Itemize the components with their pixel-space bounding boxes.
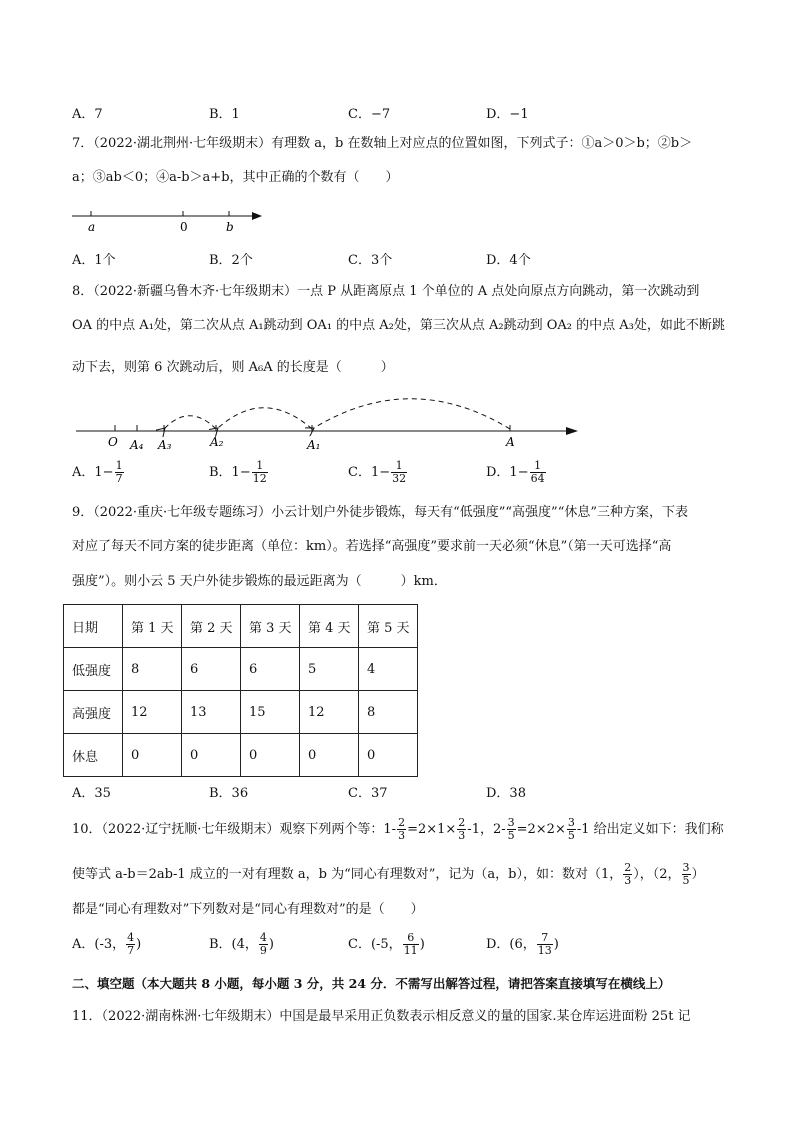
q11-stem-line1: 11．（2022·湖南株洲·七年级期末）中国是最早采用正负数表示相反意义的量的国家.某仓库运进面粉 25t 记 — [72, 1009, 691, 1024]
q8-jump-2-arc — [218, 408, 312, 429]
q6-option-c[interactable]: C．−7 — [348, 107, 391, 122]
q10-option-d-suffix: ) — [553, 937, 559, 952]
fraction-numerator: 4 — [127, 931, 135, 944]
fraction-numerator: 1 — [530, 460, 546, 473]
q10-option-a-fraction — [126, 932, 135, 957]
q10-fraction — [507, 817, 516, 842]
fraction-denominator: 7 — [115, 472, 123, 485]
table-cell: 13 — [182, 691, 241, 734]
q10-stem-line1 — [72, 815, 724, 845]
q10-text: 10．（2022·辽宁抚顺·七年级期末）观察下列两个等：1- — [72, 822, 397, 837]
table-cell: 6 — [241, 648, 300, 691]
table-cell: 12 — [300, 691, 359, 734]
q8-option-d-fraction — [530, 460, 546, 485]
q6-option-d[interactable]: D．−1 — [486, 107, 529, 122]
fraction-numerator: 1 — [391, 460, 407, 473]
q8-option-c-prefix: C．1− — [348, 465, 391, 480]
q8-label-a1: A₁ — [307, 438, 321, 452]
q6-option-a[interactable]: A．7 — [72, 107, 103, 122]
q8-label-a2: A₂ — [210, 435, 224, 449]
q10-options — [72, 932, 722, 966]
table-cell: 15 — [241, 691, 300, 734]
table-header-cell: 第 4 天 — [300, 605, 359, 648]
q8-stem-line1: 8．（2022·新疆乌鲁木齐·七年级期末）一点 P 从距离原点 1 个单位的 A 点处向原点方向跳动，第一次跳动到 — [72, 284, 700, 299]
fraction-denominator: 32 — [392, 472, 407, 485]
q8-jump-1-arc — [314, 399, 510, 429]
q10-text: =2×1× — [407, 822, 457, 837]
q10-fraction — [623, 862, 632, 887]
fraction-denominator: 5 — [507, 829, 515, 842]
table-header-row — [64, 605, 418, 648]
q6-options — [72, 103, 722, 123]
fraction-numerator: 1 — [115, 459, 123, 472]
fraction-numerator: 1 — [252, 460, 268, 473]
fraction-numerator: 6 — [403, 932, 419, 945]
table-cell: 0 — [241, 734, 300, 777]
fraction-denominator: 5 — [682, 874, 690, 887]
q9-option-a[interactable]: A．35 — [72, 786, 111, 801]
q10-option-c-prefix: C．(-5， — [348, 937, 402, 952]
q10-fraction — [457, 817, 466, 842]
table-cell: 8 — [123, 648, 182, 691]
q8-option-c-fraction — [391, 460, 407, 485]
q9-stem-line2: 对应了每天不同方案的徒步距离（单位：km）。若选择“高强度”要求前一天必须“休息”（第一天可选择“高 — [72, 539, 672, 554]
q10-fraction — [682, 862, 691, 887]
q10-option-b-suffix: ) — [268, 937, 274, 952]
fraction-denominator: 13 — [537, 944, 552, 957]
fraction-numerator: 4 — [259, 931, 267, 944]
q10-option-b-prefix: B．(4， — [209, 937, 258, 952]
table-header-cell: 第 2 天 — [182, 605, 241, 648]
q10-text: 使等式 a-b＝2ab-1 成立的一对有理数 a，b 为“同心有理数对”，记为（a，b），如：数对（1， — [72, 867, 623, 882]
table-row — [64, 734, 418, 777]
q8-options — [72, 460, 722, 492]
q7-option-d[interactable]: D．4个 — [486, 253, 531, 268]
q10-option-a-suffix: ) — [136, 937, 142, 952]
q8-option-a-fraction — [115, 460, 124, 485]
table-cell: 0 — [300, 734, 359, 777]
table-header-cell: 第 3 天 — [241, 605, 300, 648]
q8-option-c[interactable] — [348, 460, 408, 485]
table-cell: 12 — [123, 691, 182, 734]
q8-label-a: A — [506, 435, 515, 449]
q10-text: -1 给出定义如下：我们称 — [576, 822, 724, 837]
table-cell: 6 — [182, 648, 241, 691]
fraction-numerator: 3 — [507, 816, 515, 829]
q9-distance-table — [63, 604, 418, 777]
q8-option-a[interactable] — [72, 460, 125, 485]
q10-option-b-fraction — [259, 932, 268, 957]
q10-stem-line3: 都是“同心有理数对”下列数对是“同心有理数对”的是（ ） — [72, 902, 424, 917]
q8-label-a4: A₄ — [130, 438, 144, 452]
q8-option-b-prefix: B．1− — [209, 465, 251, 480]
table-cell: 5 — [300, 648, 359, 691]
q8-option-d-prefix: D．1− — [486, 465, 529, 480]
q10-option-b[interactable] — [209, 932, 274, 957]
q8-stem-line3: 动下去，则第 6 次跳动后，则 A₆A 的长度是（ ） — [72, 360, 394, 375]
table-header-cell: 第 1 天 — [123, 605, 182, 648]
q10-fraction — [567, 817, 576, 842]
fraction-denominator: 3 — [398, 829, 406, 842]
fraction-numerator: 2 — [398, 816, 406, 829]
q7-option-b[interactable]: B．2个 — [209, 253, 253, 268]
table-cell: 8 — [359, 691, 418, 734]
q7-option-c[interactable]: C．3个 — [348, 253, 393, 268]
fraction-numerator: 7 — [537, 932, 553, 945]
q7-options — [72, 249, 722, 269]
q7-number-line — [70, 204, 270, 238]
q10-text: =2×2× — [516, 822, 566, 837]
q6-option-b[interactable]: B．1 — [209, 107, 240, 122]
table-cell: 4 — [359, 648, 418, 691]
fraction-denominator: 9 — [259, 944, 267, 957]
table-cell: 0 — [359, 734, 418, 777]
fraction-denominator: 5 — [567, 829, 575, 842]
q10-text: ），（2， — [633, 867, 681, 882]
table-header-cell: 日期 — [64, 605, 123, 648]
fraction-numerator: 3 — [567, 816, 575, 829]
q7-label-a: a — [88, 220, 96, 234]
q10-option-a-prefix: A．(-3， — [72, 937, 126, 952]
q8-number-line — [72, 383, 582, 455]
table-cell: 0 — [182, 734, 241, 777]
q10-option-d-fraction — [537, 932, 553, 957]
q8-jump-3-arc — [165, 416, 216, 429]
fraction-denominator: 64 — [530, 472, 545, 485]
table-cell: 低强度 — [64, 648, 123, 691]
q7-stem-line2: a；③ab＜0；④a-b＞a+b，其中正确的个数有（ ） — [72, 170, 399, 185]
table-cell: 休息 — [64, 734, 123, 777]
q10-option-c[interactable] — [348, 932, 425, 957]
fraction-numerator: 2 — [624, 861, 632, 874]
q7-label-b: b — [226, 220, 234, 234]
q9-option-c[interactable]: C．37 — [348, 786, 388, 801]
q8-axis-arrow — [566, 427, 578, 435]
q9-option-b[interactable]: B．36 — [209, 786, 249, 801]
q10-option-c-suffix: ) — [419, 937, 425, 952]
section-2-heading: 二、填空题（本大题共 8 小题，每小题 3 分，共 24 分．不需写出解答过程，请把答案直接填写在横线上） — [72, 976, 671, 991]
q7-axis-arrow — [252, 212, 262, 220]
fraction-denominator: 3 — [458, 829, 466, 842]
table-row — [64, 691, 418, 734]
q7-label-0: 0 — [180, 220, 188, 234]
q8-label-a3: A₃ — [158, 438, 172, 452]
table-header-cell: 第 5 天 — [359, 605, 418, 648]
fraction-denominator: 11 — [403, 944, 418, 957]
q9-options — [72, 782, 722, 802]
table-cell: 高强度 — [64, 691, 123, 734]
table-row — [64, 648, 418, 691]
fraction-denominator: 3 — [624, 874, 632, 887]
q8-option-b[interactable] — [209, 460, 269, 485]
q7-option-a[interactable]: A．1个 — [72, 253, 116, 268]
q8-label-o: O — [108, 435, 118, 449]
q10-text: ） — [691, 867, 705, 882]
q9-stem-line1: 9．（2022·重庆·七年级专题练习）小云计划户外徒步锻炼，每天有“低强度”“高强度”“休息”三种方案，下表 — [72, 505, 688, 520]
q8-option-d[interactable] — [486, 460, 547, 485]
q10-text: -1，2- — [467, 822, 506, 837]
q9-option-d[interactable]: D．38 — [486, 786, 526, 801]
fraction-numerator: 3 — [682, 861, 690, 874]
q10-option-d[interactable] — [486, 932, 559, 957]
fraction-denominator: 12 — [252, 472, 267, 485]
q8-option-a-prefix: A．1− — [72, 465, 114, 480]
fraction-numerator: 2 — [458, 816, 466, 829]
q7-stem-line1: 7．（2022·湖北荆州·七年级期末）有理数 a，b 在数轴上对应点的位置如图，下列式子：①a＞0＞b；②b＞ — [72, 136, 693, 151]
q10-option-c-fraction — [403, 932, 419, 957]
q9-stem-line3: 强度”）。则小云 5 天户外徒步锻炼的最远距离为（ ）km． — [72, 574, 447, 589]
table-cell: 0 — [123, 734, 182, 777]
q10-stem-line2 — [72, 858, 705, 892]
fraction-denominator: 7 — [127, 944, 135, 957]
q10-option-a[interactable] — [72, 932, 141, 957]
q10-option-d-prefix: D．(6， — [486, 937, 536, 952]
q10-fraction — [397, 817, 406, 842]
q8-option-b-fraction — [252, 460, 268, 485]
q8-stem-line2: OA 的中点 A₁处，第二次从点 A₁跳动到 OA₁ 的中点 A₂处，第三次从点 A₂跳动到 OA₂ 的中点 A₃处，如此不断跳 — [72, 318, 725, 333]
